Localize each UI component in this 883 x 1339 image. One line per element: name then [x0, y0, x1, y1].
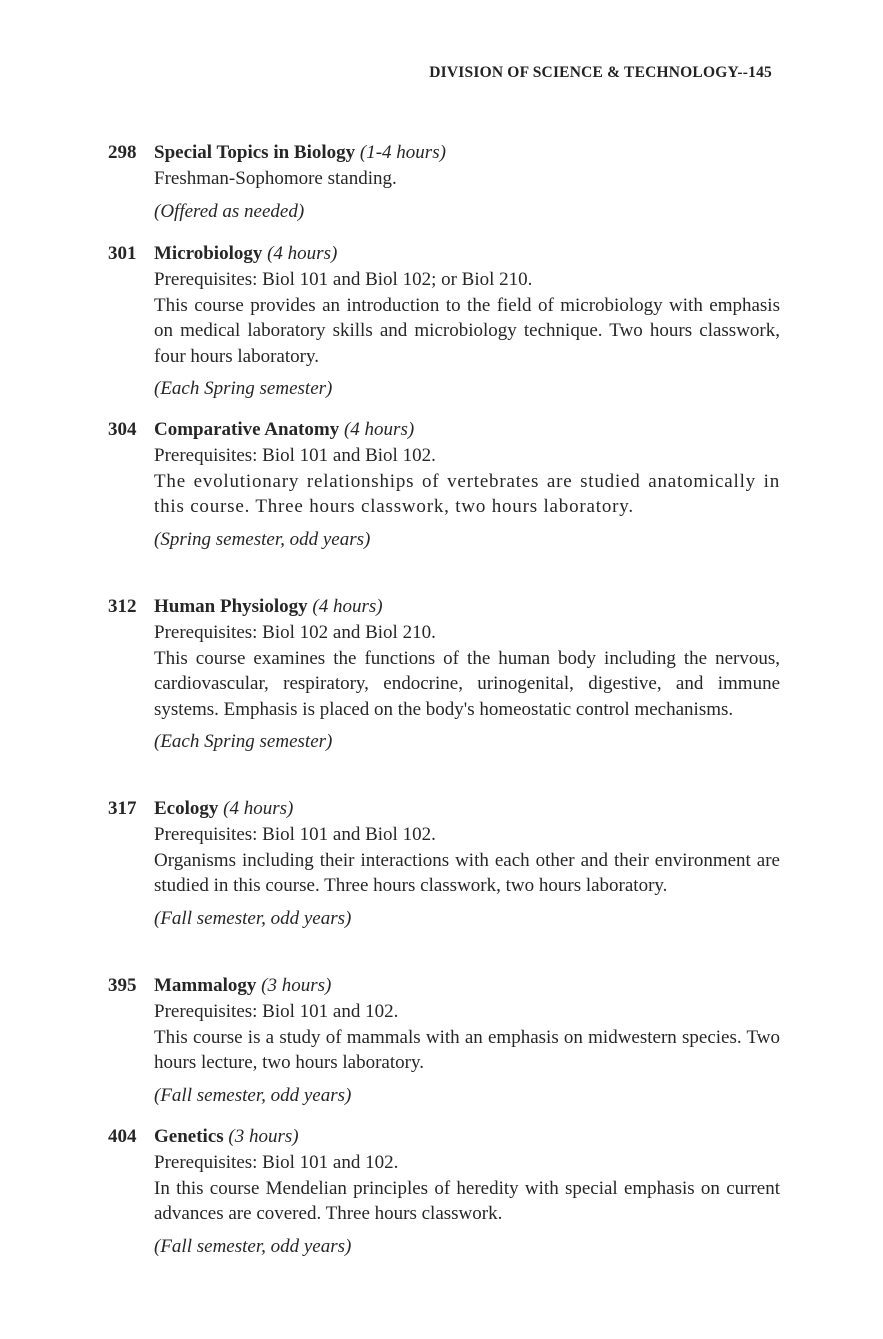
- course-description: In this course Mendelian principles of heredity with special emphasis on current advances are covered. Three hours classwork.: [154, 1177, 780, 1224]
- course-offered: (Offered as needed): [154, 200, 305, 222]
- course-entry: [108, 594, 780, 755]
- course-offered: (Spring semester, odd years): [154, 528, 371, 550]
- course-description: Organisms including their interactions with each other and their environment are studied in this course. Three hours classwork, two hours laboratory.: [154, 849, 780, 896]
- course-offered: (Fall semester, odd years): [154, 1235, 352, 1257]
- course-hours: (4 hours): [223, 798, 294, 819]
- course-title: [108, 973, 780, 999]
- course-description: This course examines the functions of the human body including the nervous, cardiovascular, respiratory, endocrine, urinogenital, digestive, and immune systems. Emphasis is placed on the body's homeostatic control mechanisms.: [154, 647, 780, 720]
- course-entry: [108, 140, 780, 224]
- course-prerequisites: Prerequisites: Biol 101 and Biol 102; or Biol 210.: [154, 269, 533, 290]
- page-header: DIVISION OF SCIENCE & TECHNOLOGY--145: [429, 64, 772, 81]
- course-prerequisites: Prerequisites: Biol 101 and Biol 102.: [154, 824, 436, 845]
- course-number: 304: [108, 419, 137, 440]
- course-name: Genetics: [154, 1126, 224, 1147]
- course-offered: (Fall semester, odd years): [154, 907, 352, 929]
- course-title: [108, 241, 780, 267]
- course-description: The evolutionary relationships of vertebrates are studied anatomically in this course. Three hours classwork, two hours laboratory.: [154, 470, 780, 517]
- course-body: [154, 166, 780, 224]
- course-entry: [108, 973, 780, 1108]
- course-body: [154, 822, 780, 931]
- course-name: Mammalogy: [154, 975, 257, 996]
- course-prerequisites: Prerequisites: Biol 102 and Biol 210.: [154, 622, 436, 643]
- course-hours: (4 hours): [267, 243, 338, 264]
- course-description: This course provides an introduction to the field of microbiology with emphasis on medical laboratory skills and microbiology technique. Two hours classwork, four hours laboratory.: [154, 294, 780, 367]
- course-hours: (3 hours): [228, 1126, 299, 1147]
- course-name: Microbiology: [154, 243, 263, 264]
- course-description: This course is a study of mammals with an emphasis on midwestern species. Two hours lecture, two hours laboratory.: [154, 1026, 780, 1073]
- course-number: 312: [108, 596, 137, 617]
- course-name: Special Topics in Biology: [154, 142, 356, 163]
- course-number: 395: [108, 975, 137, 996]
- course-offered: (Each Spring semester): [154, 378, 333, 399]
- course-prerequisites: Freshman-Sophomore standing.: [154, 168, 397, 189]
- course-entry: [108, 241, 780, 402]
- course-body: [154, 443, 780, 552]
- course-prerequisites: Prerequisites: Biol 101 and Biol 102.: [154, 445, 436, 466]
- course-number: 404: [108, 1126, 137, 1147]
- course-title: [108, 417, 780, 443]
- course-hours: (1-4 hours): [359, 142, 446, 163]
- course-hours: (3 hours): [261, 975, 332, 996]
- course-title: [108, 140, 780, 166]
- course-body: [154, 1150, 780, 1259]
- course-entry: [108, 1124, 780, 1259]
- course-name: Ecology: [154, 798, 219, 819]
- course-offered: (Fall semester, odd years): [154, 1084, 352, 1106]
- course-body: [154, 620, 780, 755]
- course-number: 301: [108, 243, 137, 264]
- course-prerequisites: Prerequisites: Biol 101 and 102.: [154, 1152, 399, 1173]
- course-title: [108, 1124, 780, 1150]
- course-prerequisites: Prerequisites: Biol 101 and 102.: [154, 1001, 399, 1022]
- course-name: Comparative Anatomy: [154, 419, 340, 440]
- course-entry: [108, 796, 780, 931]
- course-body: [154, 999, 780, 1108]
- course-offered: (Each Spring semester): [154, 731, 333, 752]
- course-title: [108, 594, 780, 620]
- course-title: [108, 796, 780, 822]
- course-number: 317: [108, 798, 137, 819]
- course-number: 298: [108, 142, 137, 163]
- course-hours: (4 hours): [343, 419, 415, 440]
- course-hours: (4 hours): [312, 596, 383, 617]
- course-name: Human Physiology: [154, 596, 308, 617]
- course-body: [154, 267, 780, 402]
- course-entry: [108, 417, 780, 552]
